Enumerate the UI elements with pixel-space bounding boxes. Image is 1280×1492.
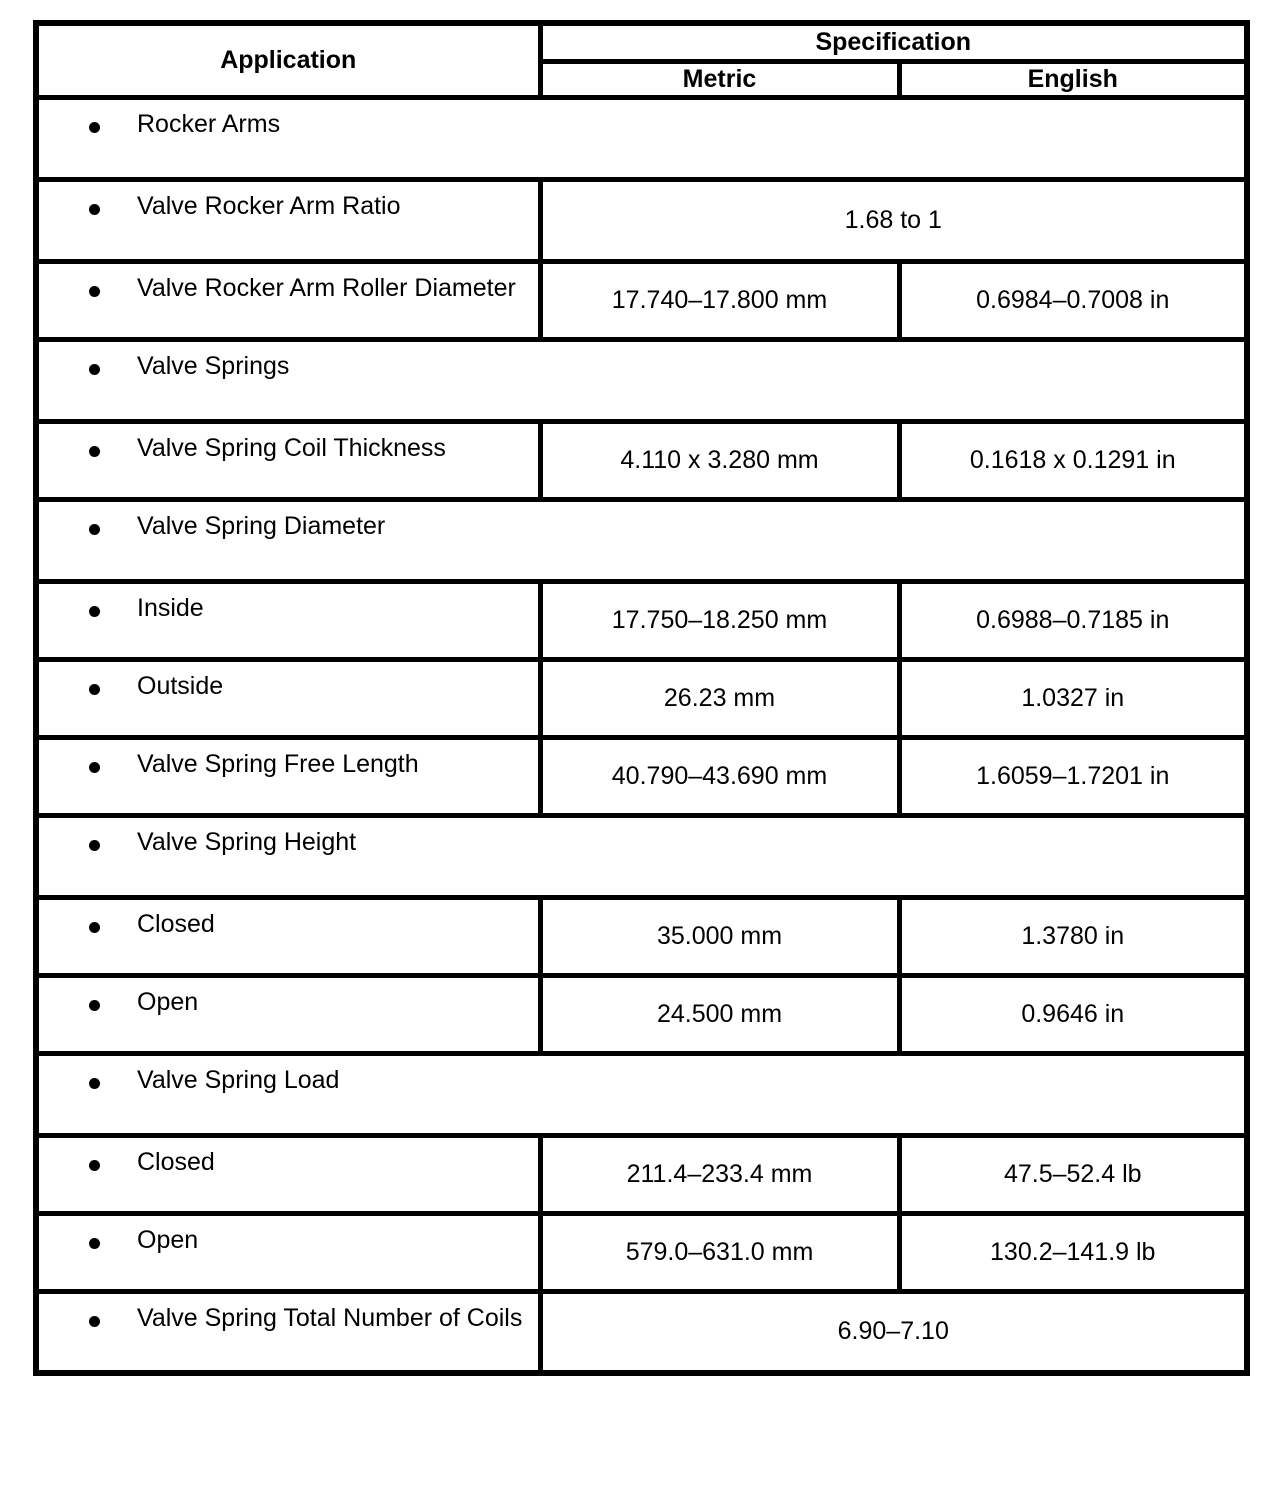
metric-value-cell: 4.110 x 3.280 mm bbox=[540, 421, 899, 499]
english-value-cell: 1.0327 in bbox=[899, 659, 1247, 737]
section-cell bbox=[36, 339, 1247, 421]
english-value-cell: 1.3780 in bbox=[899, 897, 1247, 975]
header-row-specification bbox=[36, 23, 1247, 61]
row-label: Valve Rocker Arm Roller Diameter bbox=[137, 273, 516, 302]
application-cell bbox=[36, 1291, 540, 1373]
english-value-cell: 47.5–52.4 lb bbox=[899, 1135, 1247, 1213]
english-value-cell: 0.1618 x 0.1291 in bbox=[899, 421, 1247, 499]
english-value-cell: 0.6984–0.7008 in bbox=[899, 261, 1247, 339]
bullet-icon bbox=[89, 1238, 100, 1249]
bullet-icon bbox=[89, 1316, 100, 1327]
section-cell bbox=[36, 97, 1247, 179]
section-cell bbox=[36, 1053, 1247, 1135]
application-cell bbox=[36, 261, 540, 339]
metric-value-cell: 26.23 mm bbox=[540, 659, 899, 737]
bullet-icon bbox=[89, 840, 100, 851]
table-row bbox=[36, 1291, 1247, 1373]
application-cell bbox=[36, 737, 540, 815]
table-row bbox=[36, 179, 1247, 261]
bullet-icon bbox=[89, 1078, 100, 1089]
row-label: Inside bbox=[137, 593, 204, 622]
application-cell bbox=[36, 179, 540, 261]
table-row bbox=[36, 1213, 1247, 1291]
application-cell bbox=[36, 581, 540, 659]
table-row bbox=[36, 581, 1247, 659]
table-row bbox=[36, 421, 1247, 499]
bullet-icon bbox=[89, 446, 100, 457]
table-row bbox=[36, 1053, 1247, 1135]
row-label: Valve Spring Coil Thickness bbox=[137, 433, 446, 462]
metric-value-cell: 40.790–43.690 mm bbox=[540, 737, 899, 815]
english-value-cell: 0.6988–0.7185 in bbox=[899, 581, 1247, 659]
bullet-icon bbox=[89, 524, 100, 535]
table-row bbox=[36, 737, 1247, 815]
row-label: Open bbox=[137, 987, 199, 1016]
table-row bbox=[36, 659, 1247, 737]
english-column-header: English bbox=[899, 61, 1247, 97]
row-label: Valve Spring Load bbox=[137, 1065, 340, 1094]
row-label: Open bbox=[137, 1225, 199, 1254]
metric-value-cell: 35.000 mm bbox=[540, 897, 899, 975]
english-value-cell: 1.6059–1.7201 in bbox=[899, 737, 1247, 815]
bullet-icon bbox=[89, 122, 100, 133]
bullet-icon bbox=[89, 364, 100, 375]
row-label: Valve Spring Free Length bbox=[137, 749, 419, 778]
table-row bbox=[36, 897, 1247, 975]
metric-value-cell: 17.750–18.250 mm bbox=[540, 581, 899, 659]
metric-value-cell: 24.500 mm bbox=[540, 975, 899, 1053]
row-label: Valve Spring Diameter bbox=[137, 511, 386, 540]
metric-value-cell: 579.0–631.0 mm bbox=[540, 1213, 899, 1291]
shared-value-cell: 6.90–7.10 bbox=[540, 1291, 1247, 1373]
application-cell bbox=[36, 659, 540, 737]
row-label: Rocker Arms bbox=[137, 109, 281, 138]
bullet-icon bbox=[89, 922, 100, 933]
application-cell bbox=[36, 897, 540, 975]
bullet-icon bbox=[89, 286, 100, 297]
table-row bbox=[36, 975, 1247, 1053]
application-cell bbox=[36, 975, 540, 1053]
row-label: Valve Rocker Arm Ratio bbox=[137, 191, 401, 220]
row-label: Closed bbox=[137, 909, 215, 938]
row-label: Valve Spring Total Number of Coils bbox=[137, 1303, 523, 1332]
shared-value-cell: 1.68 to 1 bbox=[540, 179, 1247, 261]
bullet-icon bbox=[89, 684, 100, 695]
table-row bbox=[36, 815, 1247, 897]
metric-column-header: Metric bbox=[540, 61, 899, 97]
english-value-cell: 130.2–141.9 lb bbox=[899, 1213, 1247, 1291]
metric-value-cell: 211.4–233.4 mm bbox=[540, 1135, 899, 1213]
specification-column-header: Specification bbox=[540, 23, 1247, 61]
english-value-cell: 0.9646 in bbox=[899, 975, 1247, 1053]
row-label: Valve Spring Height bbox=[137, 827, 357, 856]
application-cell bbox=[36, 1213, 540, 1291]
table-row bbox=[36, 339, 1247, 421]
table-row bbox=[36, 97, 1247, 179]
bullet-icon bbox=[89, 1000, 100, 1011]
table-row bbox=[36, 499, 1247, 581]
application-cell bbox=[36, 1135, 540, 1213]
application-column-header: Application bbox=[36, 23, 540, 97]
bullet-icon bbox=[89, 606, 100, 617]
row-label: Closed bbox=[137, 1147, 215, 1176]
table-row bbox=[36, 1135, 1247, 1213]
specification-table bbox=[33, 20, 1250, 1376]
section-cell bbox=[36, 815, 1247, 897]
row-label: Outside bbox=[137, 671, 224, 700]
row-label: Valve Springs bbox=[137, 351, 290, 380]
bullet-icon bbox=[89, 1160, 100, 1171]
bullet-icon bbox=[89, 204, 100, 215]
application-cell bbox=[36, 421, 540, 499]
metric-value-cell: 17.740–17.800 mm bbox=[540, 261, 899, 339]
bullet-icon bbox=[89, 762, 100, 773]
table-row bbox=[36, 261, 1247, 339]
section-cell bbox=[36, 499, 1247, 581]
